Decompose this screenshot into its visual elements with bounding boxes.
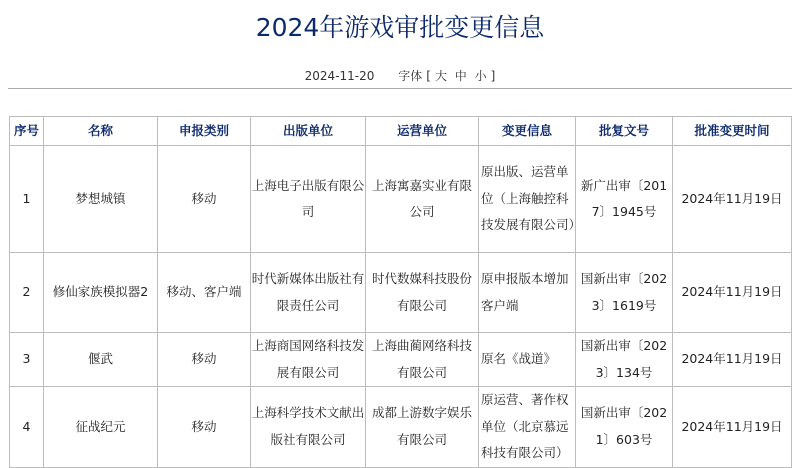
column-header-name: 名称 <box>44 117 158 146</box>
column-header-change-info: 变更信息 <box>479 117 576 146</box>
cell-change-date: 2024年11月19日 <box>673 146 792 253</box>
cell-change-info: 原出版、运营单位（上海触控科技发展有限公司） <box>479 146 576 253</box>
table-header-row <box>10 117 792 146</box>
cell-change-date: 2024年11月19日 <box>673 387 792 468</box>
cell-operator: 上海曲蔺网络科技有限公司 <box>366 333 479 387</box>
cell-approval-number: 新广出审〔2017〕1945号 <box>576 146 673 253</box>
cell-index: 1 <box>10 146 44 253</box>
approval-change-table <box>9 116 792 468</box>
font-size-large-button[interactable]: 大 <box>434 69 447 83</box>
divider <box>8 88 792 89</box>
cell-category: 移动 <box>158 333 251 387</box>
table-row <box>10 146 792 253</box>
cell-operator: 时代数媒科技股份有限公司 <box>366 253 479 333</box>
column-header-approval-number: 批复文号 <box>576 117 673 146</box>
cell-change-info: 原名《战道》 <box>479 333 576 387</box>
bracket-close: ] <box>490 69 496 83</box>
cell-approval-number: 国新出审〔2021〕603号 <box>576 387 673 468</box>
table-row <box>10 387 792 468</box>
column-header-publisher: 出版单位 <box>251 117 366 146</box>
cell-category: 移动 <box>158 146 251 253</box>
cell-index: 2 <box>10 253 44 333</box>
bracket-open: [ <box>426 69 431 83</box>
table-row <box>10 333 792 387</box>
cell-publisher: 上海科学技术文献出版社有限公司 <box>251 387 366 468</box>
cell-approval-number: 国新出审〔2023〕1619号 <box>576 253 673 333</box>
meta-bar <box>0 67 800 84</box>
cell-category: 移动 <box>158 387 251 468</box>
cell-publisher: 时代新媒体出版社有限责任公司 <box>251 253 366 333</box>
column-header-change-date: 批准变更时间 <box>673 117 792 146</box>
cell-index: 3 <box>10 333 44 387</box>
cell-name: 征战纪元 <box>44 387 158 468</box>
cell-publisher: 上海商国网络科技发展有限公司 <box>251 333 366 387</box>
column-header-index: 序号 <box>10 117 44 146</box>
cell-approval-number: 国新出审〔2023〕134号 <box>576 333 673 387</box>
cell-name: 梦想城镇 <box>44 146 158 253</box>
cell-operator: 成都上游数字娱乐有限公司 <box>366 387 479 468</box>
column-header-category: 申报类别 <box>158 117 251 146</box>
font-size-label: 字体 <box>398 69 423 83</box>
cell-category: 移动、客户端 <box>158 253 251 333</box>
column-header-operator: 运营单位 <box>366 117 479 146</box>
cell-operator: 上海寓嘉实业有限公司 <box>366 146 479 253</box>
cell-change-date: 2024年11月19日 <box>673 333 792 387</box>
font-size-small-button[interactable]: 小 <box>474 69 487 83</box>
publish-date: 2024-11-20 <box>304 69 375 83</box>
cell-index: 4 <box>10 387 44 468</box>
cell-name: 修仙家族模拟器2 <box>44 253 158 333</box>
font-size-medium-button[interactable]: 中 <box>454 69 467 83</box>
table-row <box>10 253 792 333</box>
cell-name: 偃武 <box>44 333 158 387</box>
cell-change-info: 原运营、著作权单位（北京慕远科技有限公司） <box>479 387 576 468</box>
cell-publisher: 上海电子出版有限公司 <box>251 146 366 253</box>
cell-change-date: 2024年11月19日 <box>673 253 792 333</box>
page-title: 2024年游戏审批变更信息 <box>255 13 545 42</box>
cell-change-info: 原申报版本增加客户端 <box>479 253 576 333</box>
